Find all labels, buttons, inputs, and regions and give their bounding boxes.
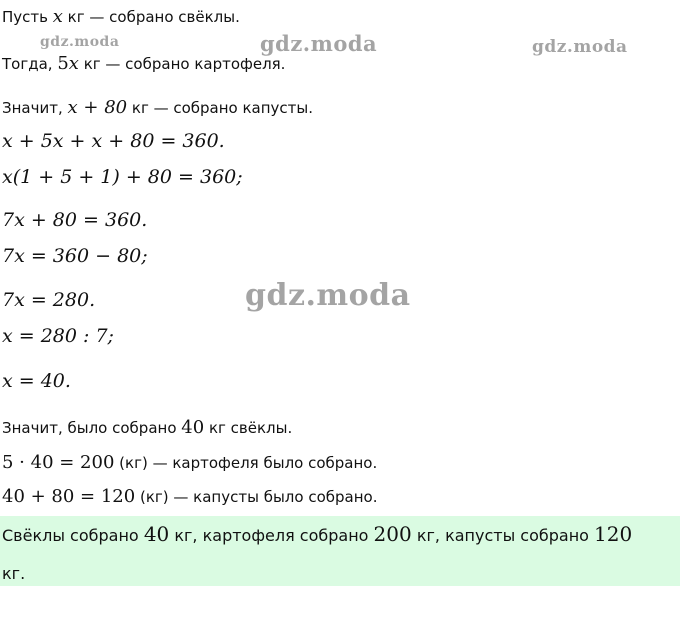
conclusion-beets-pre: Значит, было собрано <box>2 419 182 437</box>
calc-potatoes <box>2 454 377 472</box>
answer-beets-label: Свёклы собрано <box>2 526 144 545</box>
watermark-small-left: gdz.moda <box>40 34 120 50</box>
answer-potatoes-value: 200 <box>373 522 412 546</box>
answer-cabbage-value: 120 <box>594 522 633 546</box>
expr-potatoes: 5 · 40 = 200 <box>2 452 115 473</box>
expr-x-plus-80: x + 80 <box>67 97 128 118</box>
statement-beets <box>2 8 240 26</box>
statement-cabbage-post: кг — собрано капусты. <box>127 99 314 117</box>
equation-1: x + 5x + x + 80 = 360. <box>2 130 225 152</box>
answer-line-2 <box>2 566 25 582</box>
statement-potatoes-post: кг — собрано картофеля. <box>78 55 286 73</box>
var-x: x <box>52 6 63 27</box>
equation-6: x = 280 : 7; <box>2 325 114 347</box>
calc-potatoes-post: (кг) — картофеля было собрано. <box>114 454 378 472</box>
statement-beets-post: кг — собрано свёклы. <box>62 8 240 26</box>
calc-cabbage-post: (кг) — капусты было собрано. <box>135 488 378 506</box>
conclusion-beets <box>2 419 292 437</box>
statement-potatoes <box>2 55 285 73</box>
var-x: x <box>68 53 79 74</box>
answer-block <box>0 516 680 586</box>
equation-2: x(1 + 5 + 1) + 80 = 360; <box>2 166 243 188</box>
value-40: 40 <box>181 417 205 438</box>
equation-4: 7x = 360 − 80; <box>2 245 148 267</box>
answer-cabbage-label: кг, капусты собрано <box>411 526 595 545</box>
calc-cabbage <box>2 488 377 506</box>
equation-5: 7x = 280. <box>2 289 96 311</box>
statement-cabbage <box>2 99 313 117</box>
statement-cabbage-pre: Значит, <box>2 99 68 117</box>
statement-potatoes-pre: Тогда, <box>2 55 58 73</box>
answer-beets-value: 40 <box>143 522 170 546</box>
answer-unit: кг. <box>2 564 26 583</box>
expr-cabbage: 40 + 80 = 120 <box>2 486 136 507</box>
conclusion-beets-post: кг свёклы. <box>204 419 293 437</box>
equation-3: 7x + 80 = 360. <box>2 209 148 231</box>
watermark-center-large: gdz.moda <box>245 278 411 313</box>
answer-line-1 <box>2 524 632 544</box>
watermark-top-center: gdz.moda <box>260 31 378 56</box>
equation-7: x = 40. <box>2 370 71 392</box>
answer-potatoes-label: кг, картофеля собрано <box>169 526 374 545</box>
statement-beets-pre: Пусть <box>2 8 53 26</box>
coef-5: 5 <box>57 53 69 74</box>
watermark-top-right: gdz.moda <box>532 37 628 57</box>
